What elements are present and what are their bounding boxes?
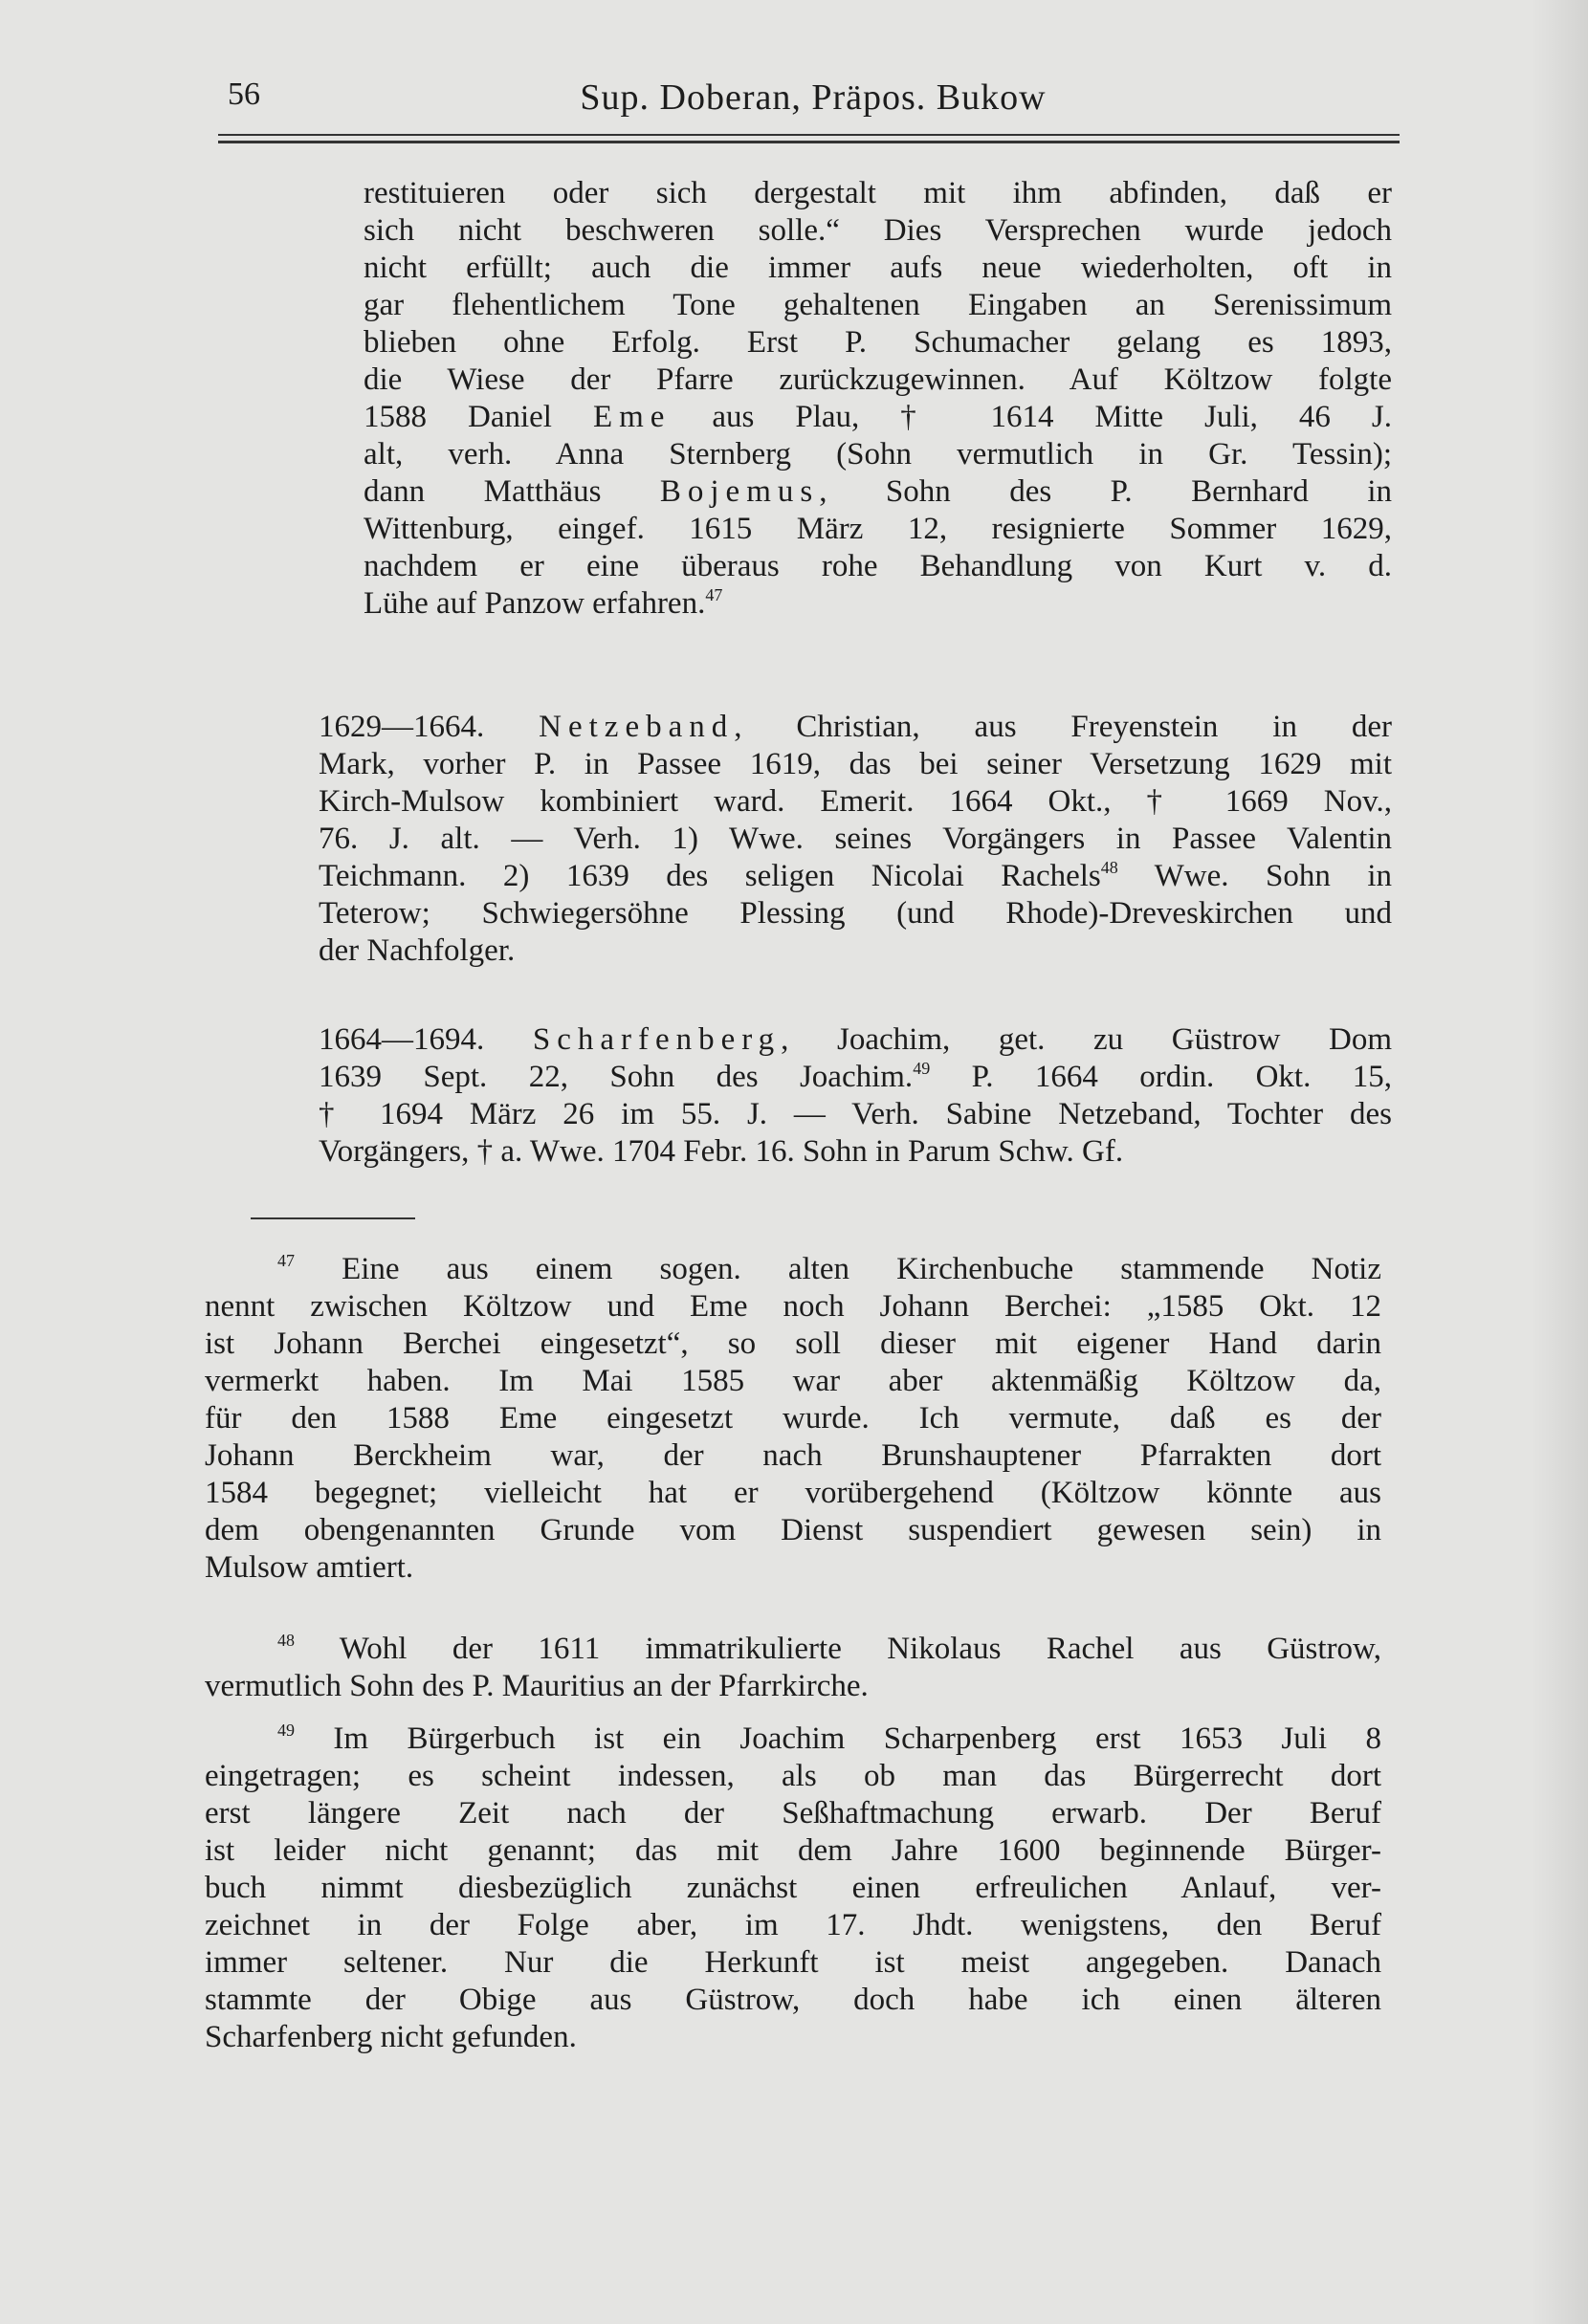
footnote-marker: 49 (277, 1721, 295, 1740)
text-segment: vermutlich Sohn des P. Mauritius an der Pfarrkirche. (205, 1669, 869, 1703)
text-segment: 1588 Daniel (364, 400, 593, 434)
text-segment: 1629—1664. (319, 710, 540, 744)
text-segment: nennt zwischen Költzow und Eme noch Johann Berchei: „1585 Okt. 12 (205, 1289, 1381, 1324)
text-line (205, 1251, 1381, 1288)
header-rule (218, 134, 1400, 136)
text-line (319, 746, 1392, 783)
spaced-name: Scharfenberg (532, 1022, 782, 1057)
text-line (364, 175, 1392, 212)
text-line (364, 511, 1392, 548)
text-line (205, 1668, 1381, 1705)
text-segment: 76. J. alt. — Verh. 1) Wwe. seines Vorgängers in Passee Valentin (319, 822, 1392, 856)
text-segment: Wohl der 1611 immatrikulierte Nikolaus Rachel aus Güstrow, (295, 1632, 1381, 1666)
page-edge-shadow (1531, 0, 1588, 2324)
text-line (364, 250, 1392, 287)
text-segment: Eine aus einem sogen. alten Kirchenbuche stammende Notiz (295, 1252, 1381, 1286)
text-line (364, 324, 1392, 362)
text-line (205, 1982, 1381, 2019)
text-segment: Teterow; Schwiegersöhne Plessing (und Rhode)-Dreveskirchen und (319, 896, 1392, 931)
text-line (205, 1326, 1381, 1363)
text-segment: Kirch-Mulsow kombiniert ward. Emerit. 1664 Okt., † 1669 Nov., (319, 784, 1392, 819)
text-segment: 1584 begegnet; vielleicht hat er vorübergehend (Költzow könnte aus (205, 1476, 1381, 1510)
footnote-marker: 49 (913, 1059, 931, 1078)
text-line (319, 1096, 1392, 1133)
text-segment: P. 1664 ordin. Okt. 15, (930, 1060, 1392, 1094)
text-line (319, 821, 1392, 858)
text-segment: Scharfenberg nicht gefunden. (205, 2020, 577, 2054)
text-line (319, 783, 1392, 821)
text-segment: Wittenburg, eingef. 1615 März 12, resignierte Sommer 1629, (364, 512, 1392, 546)
page-number: 56 (228, 77, 260, 112)
header-rule (218, 141, 1400, 143)
footnote-marker: 48 (277, 1631, 295, 1650)
text-segment: blieben ohne Erfolg. Erst P. Schumacher gelang es 1893, (364, 325, 1392, 360)
text-segment: zeichnet in der Folge aber, im 17. Jhdt. wenigstens, den Beruf (205, 1908, 1381, 1942)
text-segment: Mulsow amtiert. (205, 1550, 414, 1585)
text-line (205, 1795, 1381, 1832)
text-line (364, 436, 1392, 473)
text-segment: Lühe auf Panzow erfahren. (364, 586, 706, 621)
text-line (364, 548, 1392, 585)
paragraph-scharfenberg (319, 1021, 1392, 1171)
text-segment: ist Johann Berchei eingesetzt“, so soll dieser mit eigener Hand darin (205, 1326, 1381, 1361)
text-segment: eingetragen; es scheint indessen, als ob man das Bürgerrecht dort (205, 1759, 1381, 1793)
text-line (205, 1288, 1381, 1326)
text-line (205, 1475, 1381, 1512)
text-segment: erst längere Zeit nach der Seßhaftmachung erwarb. Der Beruf (205, 1796, 1381, 1831)
footnote-49 (205, 1721, 1381, 2056)
text-segment: 1664—1694. (319, 1022, 533, 1057)
text-line (319, 895, 1392, 932)
text-segment: nicht erfüllt; auch die immer aufs neue wiederholten, oft in (364, 251, 1392, 285)
text-segment: 1639 Sept. 22, Sohn des Joachim. (319, 1060, 914, 1094)
text-segment: der Nachfolger. (319, 933, 516, 968)
text-line (205, 1944, 1381, 1982)
footnote-separator (251, 1217, 415, 1219)
text-segment: dem obengenannten Grunde vom Dienst suspendiert gewesen sein) in (205, 1513, 1381, 1547)
text-segment: Wwe. Sohn in (1117, 859, 1392, 893)
text-segment: Mark, vorher P. in Passee 1619, das bei seiner Versetzung 1629 mit (319, 747, 1392, 781)
footnote-marker: 48 (1100, 858, 1118, 877)
text-segment: buch nimmt diesbezüglich zunächst einen erfreulichen Anlauf, ver- (205, 1871, 1381, 1905)
spaced-name: Bojemus (659, 474, 820, 509)
text-line (205, 1512, 1381, 1549)
text-line (205, 1631, 1381, 1668)
text-line (319, 1133, 1392, 1171)
text-segment: Johann Berckheim war, der nach Brunshauptener Pfarrakten dort (205, 1438, 1381, 1473)
footnote-47 (205, 1251, 1381, 1587)
text-segment: , Christian, aus Freyenstein in der (734, 710, 1392, 744)
text-line (319, 1021, 1392, 1059)
text-line (205, 1758, 1381, 1795)
text-line (364, 585, 1392, 623)
text-segment: † 1694 März 26 im 55. J. — Verh. Sabine Netzeband, Tochter des (319, 1097, 1392, 1131)
text-line (364, 399, 1392, 436)
text-segment: Im Bürgerbuch ist ein Joachim Scharpenberg erst 1653 Juli 8 (295, 1721, 1381, 1756)
text-line (205, 1870, 1381, 1907)
text-segment: aus Plau, † 1614 Mitte Juli, 46 J. (671, 400, 1392, 434)
footnote-marker: 47 (277, 1251, 295, 1270)
text-line (319, 858, 1392, 895)
text-segment: sich nicht beschweren solle.“ Dies Versprechen wurde jedoch (364, 213, 1392, 248)
text-segment: für den 1588 Eme eingesetzt wurde. Ich vermute, daß es der (205, 1401, 1381, 1436)
text-segment: ist leider nicht genannt; das mit dem Jahre 1600 beginnende Bürger- (205, 1833, 1381, 1868)
text-segment: stammte der Obige aus Güstrow, doch habe ich einen älteren (205, 1983, 1381, 2017)
text-line (319, 932, 1392, 970)
text-segment: Vorgängers, † a. Wwe. 1704 Febr. 16. Sohn in Parum Schw. Gf. (319, 1134, 1124, 1169)
paragraph-continuation (364, 175, 1392, 623)
text-segment: , Sohn des P. Bernhard in (819, 474, 1392, 509)
text-line (319, 709, 1392, 746)
text-line (205, 1907, 1381, 1944)
text-line (364, 287, 1392, 324)
spaced-name: Netzeband (539, 710, 735, 744)
spaced-name: Eme (592, 400, 672, 434)
text-segment: alt, verh. Anna Sternberg (Sohn vermutlich in Gr. Tessin); (364, 437, 1392, 471)
text-segment: vermerkt haben. Im Mai 1585 war aber aktenmäßig Költzow da, (205, 1364, 1381, 1398)
text-line (364, 473, 1392, 511)
text-segment: dann Matthäus (364, 474, 660, 509)
text-line (205, 1832, 1381, 1870)
footnote-48 (205, 1631, 1381, 1705)
text-segment: Teichmann. 2) 1639 des seligen Nicolai Rachels (319, 859, 1101, 893)
text-line (205, 1721, 1381, 1758)
text-line (205, 1437, 1381, 1475)
footnote-marker: 47 (705, 585, 723, 604)
text-segment: nachdem er eine überaus rohe Behandlung von Kurt v. d. (364, 549, 1392, 583)
text-segment: gar flehentlichem Tone gehaltenen Eingaben an Serenissimum (364, 288, 1392, 322)
text-segment: , Joachim, get. zu Güstrow Dom (781, 1022, 1393, 1057)
paragraph-netzeband (319, 709, 1392, 970)
text-segment: restituieren oder sich dergestalt mit ihm abfinden, daß er (364, 176, 1392, 210)
text-segment: die Wiese der Pfarre zurückzugewinnen. Auf Költzow folgte (364, 362, 1392, 397)
text-line (319, 1059, 1392, 1096)
text-line (205, 1400, 1381, 1437)
text-line (364, 212, 1392, 250)
text-line (205, 1549, 1381, 1587)
running-head: Sup. Doberan, Präpos. Bukow (580, 77, 1047, 118)
text-line (205, 2019, 1381, 2056)
text-segment: immer seltener. Nur die Herkunft ist meist angegeben. Danach (205, 1945, 1381, 1980)
text-line (364, 362, 1392, 399)
text-line (205, 1363, 1381, 1400)
